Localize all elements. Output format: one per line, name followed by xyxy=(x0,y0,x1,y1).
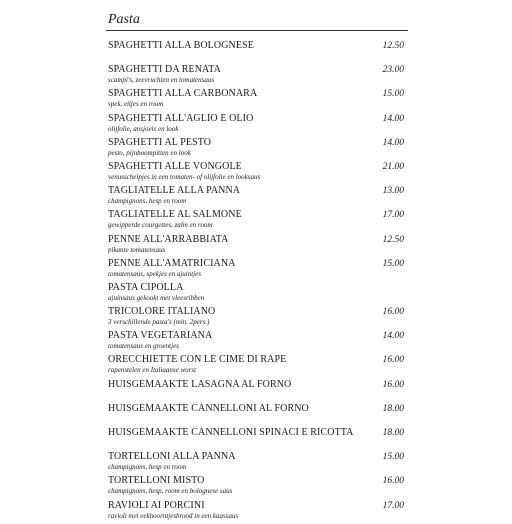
menu-item xyxy=(108,282,404,306)
dish-price: 16.00 xyxy=(382,355,404,366)
menu-list xyxy=(108,40,404,524)
dish-price: 17.00 xyxy=(382,500,404,511)
dish-description: olijfolie, ansjovis en look xyxy=(108,124,179,133)
dish-description: pikante tomatensaus xyxy=(108,245,166,254)
dish-name: SPAGHETTI ALLA CARBONARA xyxy=(108,88,258,100)
menu-item xyxy=(108,88,404,112)
dish-price: 16.00 xyxy=(382,379,404,390)
dish-description: champignons, hesp, room en bolognese saus xyxy=(108,487,233,496)
dish-name: TRICOLORE ITALIANO xyxy=(108,306,216,318)
dish-price: 12.50 xyxy=(382,41,404,51)
dish-description: ajuinsaus gekookt met vleesribben xyxy=(108,293,205,302)
dish-description: spek, eitjes en room xyxy=(108,100,164,109)
dish-name: TORTELLONI MISTO xyxy=(108,475,205,487)
dish-name: HUISGEMAAKTE LASAGNA AL FORNO xyxy=(108,378,292,390)
dish-name: RAVIOLI AI PORCINI xyxy=(108,499,205,511)
menu-item xyxy=(108,209,404,233)
menu-item xyxy=(108,427,404,451)
dish-price: 14.00 xyxy=(382,137,404,148)
dish-price: 18.00 xyxy=(382,403,404,414)
dish-price: 13.00 xyxy=(382,186,404,197)
dish-name: PASTA VEGETARIANA xyxy=(108,330,213,342)
dish-name: SPAGHETTI AL PESTO xyxy=(108,136,212,148)
dish-price: 23.00 xyxy=(382,65,404,76)
dish-description: pesto, pijnboompitten en look xyxy=(108,148,191,157)
menu-item xyxy=(108,161,404,185)
dish-name: TAGLIATELLE AL SALMONE xyxy=(108,209,242,221)
menu-item xyxy=(108,185,404,209)
menu-item xyxy=(108,330,404,354)
dish-description: tomatensaus, spekjes en ajuintjes xyxy=(108,269,201,278)
dish-price: 15.00 xyxy=(382,452,404,463)
menu-item xyxy=(108,379,404,403)
dish-name: ORECCHIETTE CON LE CIME DI RAPE xyxy=(108,354,287,366)
dish-price: 18.00 xyxy=(382,428,404,438)
dish-price: 16.00 xyxy=(382,476,404,487)
dish-name: TORTELLONI ALLA PANNA xyxy=(108,451,236,463)
dish-description: ravioli met eekhoorntjesbrood in een kaassaus xyxy=(108,511,239,520)
dish-name: PENNE ALL'AMATRICIANA xyxy=(108,257,236,269)
title-divider xyxy=(106,30,408,31)
dish-name: HUISGEMAAKTE CANNELLONI SPINACI E RICOTTA xyxy=(108,427,354,438)
dish-description: venusschelpjes in een tomaten- of olijfolie en looksaus xyxy=(108,172,261,181)
dish-description: gewipperde courgettes, zalm en room xyxy=(108,221,213,230)
section-title: Pasta xyxy=(108,12,140,27)
dish-name: SPAGHETTI ALL'AGLIO E OLIO xyxy=(108,112,254,124)
dish-name: SPAGHETTI ALLA BOLOGNESE xyxy=(108,40,254,51)
menu-item xyxy=(108,40,404,64)
dish-name: TAGLIATELLE ALLA PANNA xyxy=(108,185,241,197)
dish-name: SPAGHETTI DA RENATA xyxy=(108,64,221,76)
dish-name: PASTA CIPOLLA xyxy=(108,281,184,293)
dish-price: 17.00 xyxy=(382,210,404,221)
dish-description: tomatensaus en groentjes xyxy=(108,342,179,351)
dish-price: 12.50 xyxy=(382,234,404,245)
menu-item xyxy=(108,306,404,330)
menu-item xyxy=(108,258,404,282)
dish-description: 3 verschillende pasta's (min. 2pers.) xyxy=(108,318,210,327)
menu-item xyxy=(108,354,404,378)
dish-price: 14.00 xyxy=(382,331,404,342)
dish-price: 14.00 xyxy=(382,113,404,124)
dish-name: PENNE ALL'ARRABBIATA xyxy=(108,233,229,245)
dish-description: champignons, hesp en room xyxy=(108,463,187,472)
menu-item xyxy=(108,137,404,161)
dish-description: scampi's, zeevruchten en tomatensaus xyxy=(108,76,215,85)
dish-description: rapenstelen en Italiaanse worst xyxy=(108,366,197,375)
dish-price: 21.00 xyxy=(382,161,404,172)
menu-item xyxy=(108,403,404,427)
menu-item xyxy=(108,451,404,475)
dish-price: 15.00 xyxy=(382,89,404,100)
menu-item xyxy=(108,234,404,258)
menu-item xyxy=(108,475,404,499)
dish-description: champignons, hesp en room xyxy=(108,197,187,206)
menu-item xyxy=(108,64,404,88)
dish-name: HUISGEMAAKTE CANNELLONI AL FORNO xyxy=(108,402,309,414)
menu-item xyxy=(108,113,404,137)
dish-name: SPAGHETTI ALLE VONGOLE xyxy=(108,160,242,172)
dish-price: 15.00 xyxy=(382,258,404,269)
dish-price: 16.00 xyxy=(382,307,404,318)
